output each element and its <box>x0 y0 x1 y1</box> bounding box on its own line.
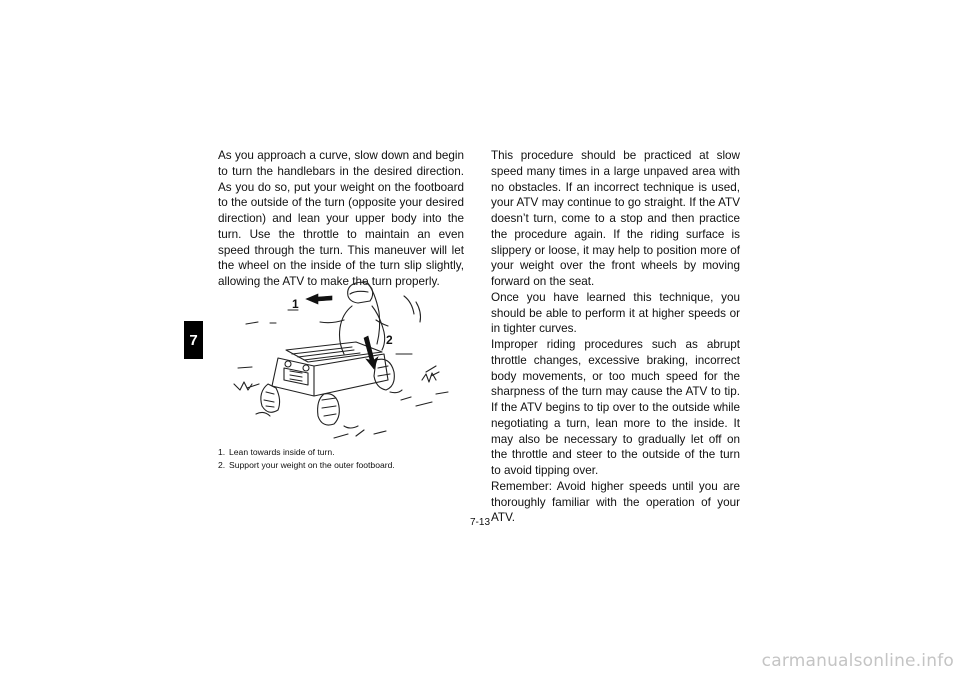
right-paragraph-4: Remember: Avoid higher speeds until you are thoroughly familiar with the operation of your ATV. <box>491 479 740 525</box>
right-paragraph-1: This procedure should be practiced at slow speed many times in a large unpaved area with no obstacles. If an incorrect technique is used, your ATV may continue to go straight. If the ATV doesn’t turn, come to a stop and then practice the procedure again. If the riding surface is slippery or loose, it may help to position more of your weight over the front wheels by moving forward on the seat. <box>491 149 740 288</box>
callout-1-label: 1 <box>292 297 299 311</box>
figure-legend <box>218 446 468 472</box>
watermark: carmanualsonline.info <box>761 651 954 671</box>
callout-2-label: 2 <box>386 333 393 347</box>
legend-text: Lean towards inside of turn. <box>229 447 335 457</box>
legend-number: 1. <box>218 447 226 457</box>
left-column <box>218 148 464 290</box>
legend-text: Support your weight on the outer footboard. <box>229 460 395 470</box>
legend-item-2 <box>218 459 468 472</box>
legend-item-1 <box>218 446 468 459</box>
right-column <box>491 148 740 526</box>
atv-turning-illustration <box>226 276 460 442</box>
page-number: 7-13 <box>469 517 490 528</box>
atv-illustration-svg <box>226 276 460 442</box>
right-paragraph-3: Improper riding procedures such as abrupt throttle changes, excessive braking, incorrect body movements, or too much speed for the sharpness of the turn may cause the ATV to tip. If the ATV begins to tip over to the outside while negotiating a turn, lean more to the inside. It may also be necessary to gradually let off on the throttle and steer to the outside of the turn to avoid tipping over. <box>491 338 740 477</box>
legend-number: 2. <box>218 460 226 470</box>
left-paragraph: As you approach a curve, slow down and begin to turn the handlebars in the desired direction. As you do so, put your weight on the footboard to the outside of the turn (opposite your desired direction) and lean your upper body into the turn. Use the throttle to maintain an even speed through the turn. This maneuver will let the wheel on the inside of the turn slip slightly, allowing the ATV to make the turn properly. <box>218 149 464 288</box>
right-paragraph-2: Once you have learned this technique, you should be able to perform it at higher speeds or in tighter curves. <box>491 290 740 336</box>
chapter-tab: 7 <box>184 321 203 359</box>
